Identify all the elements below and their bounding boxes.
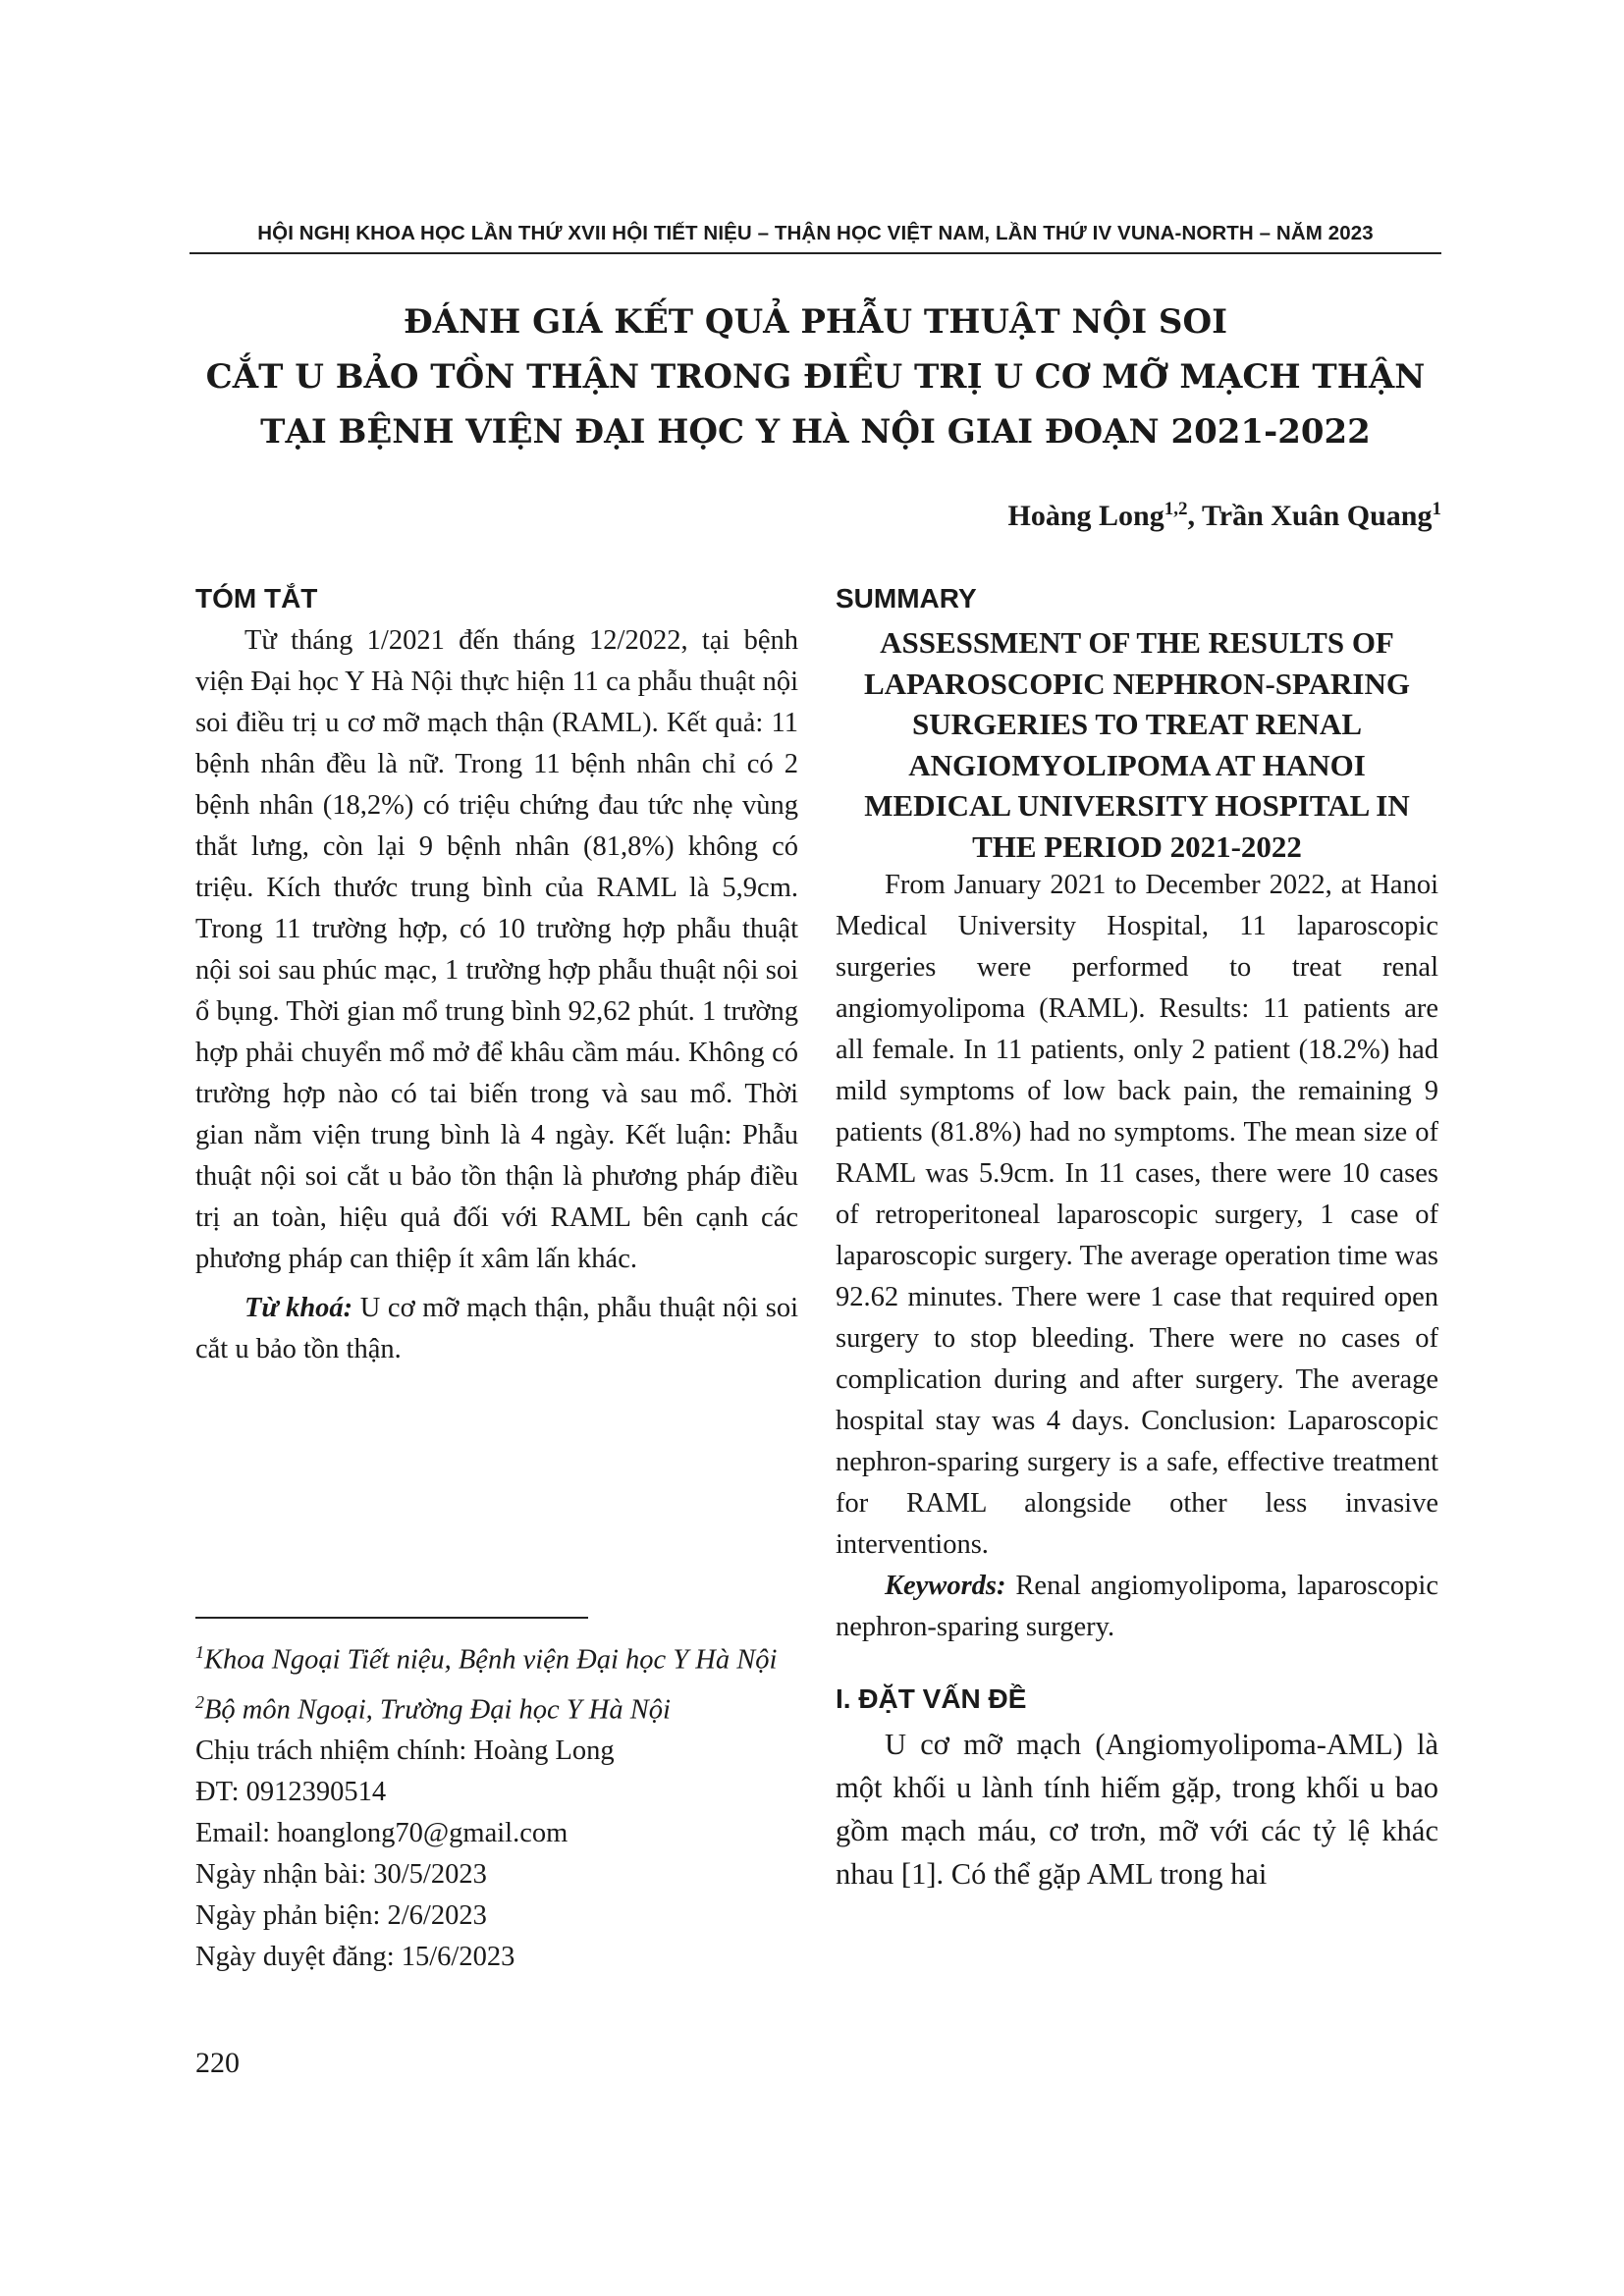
en-title-line-2: LAPAROSCOPIC NEPHRON-SPARING [863, 666, 1410, 701]
en-title [836, 622, 1438, 867]
date-accepted: Ngày duyệt đăng: 15/6/2023 [195, 1942, 515, 1972]
en-abstract-heading: SUMMARY [836, 583, 977, 614]
phone: ĐT: 0912390514 [195, 1777, 387, 1807]
en-title-line-5: MEDICAL UNIVERSITY HOSPITAL IN [864, 788, 1410, 823]
en-title-line-4: ANGIOMYOLIPOMA AT HANOI [908, 747, 1366, 782]
email: Email: hoanglong70@gmail.com [195, 1818, 568, 1848]
title-line-1: ĐÁNH GIÁ KẾT QUẢ PHẪU THUẬT NỘI SOI [403, 302, 1228, 342]
article-title [189, 294, 1441, 459]
vi-abstract-heading: TÓM TẮT [195, 583, 318, 614]
author-1-name: Hoàng Long [1007, 500, 1164, 532]
en-keywords-text: Renal angiomyolipoma, laparoscopic nephron-sparing surgery. [836, 1571, 1438, 1642]
affiliation-1 [195, 1631, 798, 1682]
affiliation-2-text: Bộ môn Ngoại, Trường Đại học Y Hà Nội [204, 1694, 671, 1725]
affiliation-2 [195, 1682, 798, 1732]
footnote-rule [195, 1617, 588, 1619]
en-title-line-1: ASSESSMENT OF THE RESULTS OF [880, 625, 1394, 660]
footnotes [195, 1631, 798, 1978]
author-1-affiliation: 1,2 [1164, 499, 1188, 519]
date-reviewed: Ngày phản biện: 2/6/2023 [195, 1900, 487, 1931]
affiliation-1-text: Khoa Ngoại Tiết niệu, Bệnh viện Đại học Y Hà Nội [204, 1644, 778, 1676]
right-column [836, 579, 1438, 1896]
date-received: Ngày nhận bài: 30/5/2023 [195, 1859, 487, 1890]
affiliation-1-marker: 1 [195, 1642, 204, 1662]
vi-abstract-text: Từ tháng 1/2021 đến tháng 12/2022, tại bệnh viện Đại học Y Hà Nội thực hiện 11 ca phẫu thuật nội soi điều trị u cơ mỡ mạch thận (RAML). Kết quả: 11 bệnh nhân đều là nữ. Trong 11 bệnh nhân chỉ có 2 bệnh nhân (18,2%) có triệu chứng đau tức nhẹ vùng thắt lưng, còn lại 9 bệnh nhân (81,8%) không có triệu. Kích thước trung bình của RAML là 5,9cm. Trong 11 trường hợp, có 10 trường hợp phẫu thuật nội soi sau phúc mạc, 1 trường hợp phẫu thuật nội soi ổ bụng. Thời gian mổ trung bình 92,62 phút. 1 trường hợp phải chuyển mổ mở để khâu cầm máu. Không có trường hợp nào có tai biến trong và sau mổ. Thời gian nằm viện trung bình là 4 ngày. Kết luận: Phẫu thuật nội soi cắt u bảo tồn thận là phương pháp điều trị an toàn, hiệu quả đối với RAML bên cạnh các phương pháp can thiệp ít xâm lấn khác. [195, 625, 798, 1274]
author-2-name: Trần Xuân Quang [1201, 500, 1433, 532]
page-number: 220 [195, 2047, 240, 2079]
en-keywords-label: Keywords: [885, 1571, 1006, 1601]
title-line-3: TẠI BỆNH VIỆN ĐẠI HỌC Y HÀ NỘI GIAI ĐOẠN 2021-2022 [260, 412, 1371, 452]
vi-keywords [195, 1288, 798, 1370]
author-list [1008, 499, 1441, 533]
vi-keywords-label: Từ khoá: [244, 1293, 353, 1323]
en-abstract-text: From January 2021 to December 2022, at Hanoi Medical University Hospital, 11 laparoscopic surgeries were performed to treat renal angiomyolipoma (RAML). Results: 11 patients are all female. In 11 patients, only 2 patient (18.2%) had mild symptoms of low back pain, the remaining 9 patients (81.8%) had no symptoms. The mean size of RAML was 5.9cm. In 11 cases, there were 10 cases of retroperitoneal laparoscopic surgery, 1 case of laparoscopic surgery. The average operation time was 92.62 minutes. There were 1 case that required open surgery to stop bleeding. There were no cases of complication during and after surgery. The average hospital stay was 4 days. Conclusion: Laparoscopic nephron-sparing surgery is a safe, effective treatment for RAML alongside other less invasive interventions. [836, 870, 1438, 1560]
author-2-affiliation: 1 [1432, 499, 1441, 519]
left-column [195, 579, 798, 1370]
en-title-line-3: SURGERIES TO TREAT RENAL [912, 707, 1362, 741]
en-keywords [836, 1566, 1438, 1648]
header-rule [189, 252, 1441, 254]
affiliation-2-marker: 2 [195, 1691, 204, 1712]
section-1-text: U cơ mỡ mạch (Angiomyolipoma-AML) là một khối u lành tính hiếm gặp, trong khối u bao gồm mạch máu, cơ trơn, mỡ với các tỷ lệ khác nhau [1]. Có thể gặp AML trong hai [836, 1728, 1438, 1891]
responsible-author: Chịu trách nhiệm chính: Hoàng Long [195, 1735, 615, 1766]
author-separator: , [1187, 500, 1202, 532]
section-1-heading: I. ĐẶT VẤN ĐỀ [836, 1683, 1027, 1714]
vi-keywords-text: U cơ mỡ mạch thận, phẫu thuật nội soi cắt u bảo tồn thận. [195, 1293, 799, 1364]
en-title-line-6: THE PERIOD 2021-2022 [972, 828, 1302, 864]
title-line-2: CẮT U BẢO TỒN THẬN TRONG ĐIỀU TRỊ U CƠ MỠ MẠCH THẬN [205, 357, 1426, 397]
running-header: HỘI NGHỊ KHOA HỌC LẦN THỨ XVII HỘI TIẾT NIỆU – THẬN HỌC VIỆT NAM, LẦN THỨ IV VUNA-NORTH – NĂM 2023 [257, 222, 1374, 244]
